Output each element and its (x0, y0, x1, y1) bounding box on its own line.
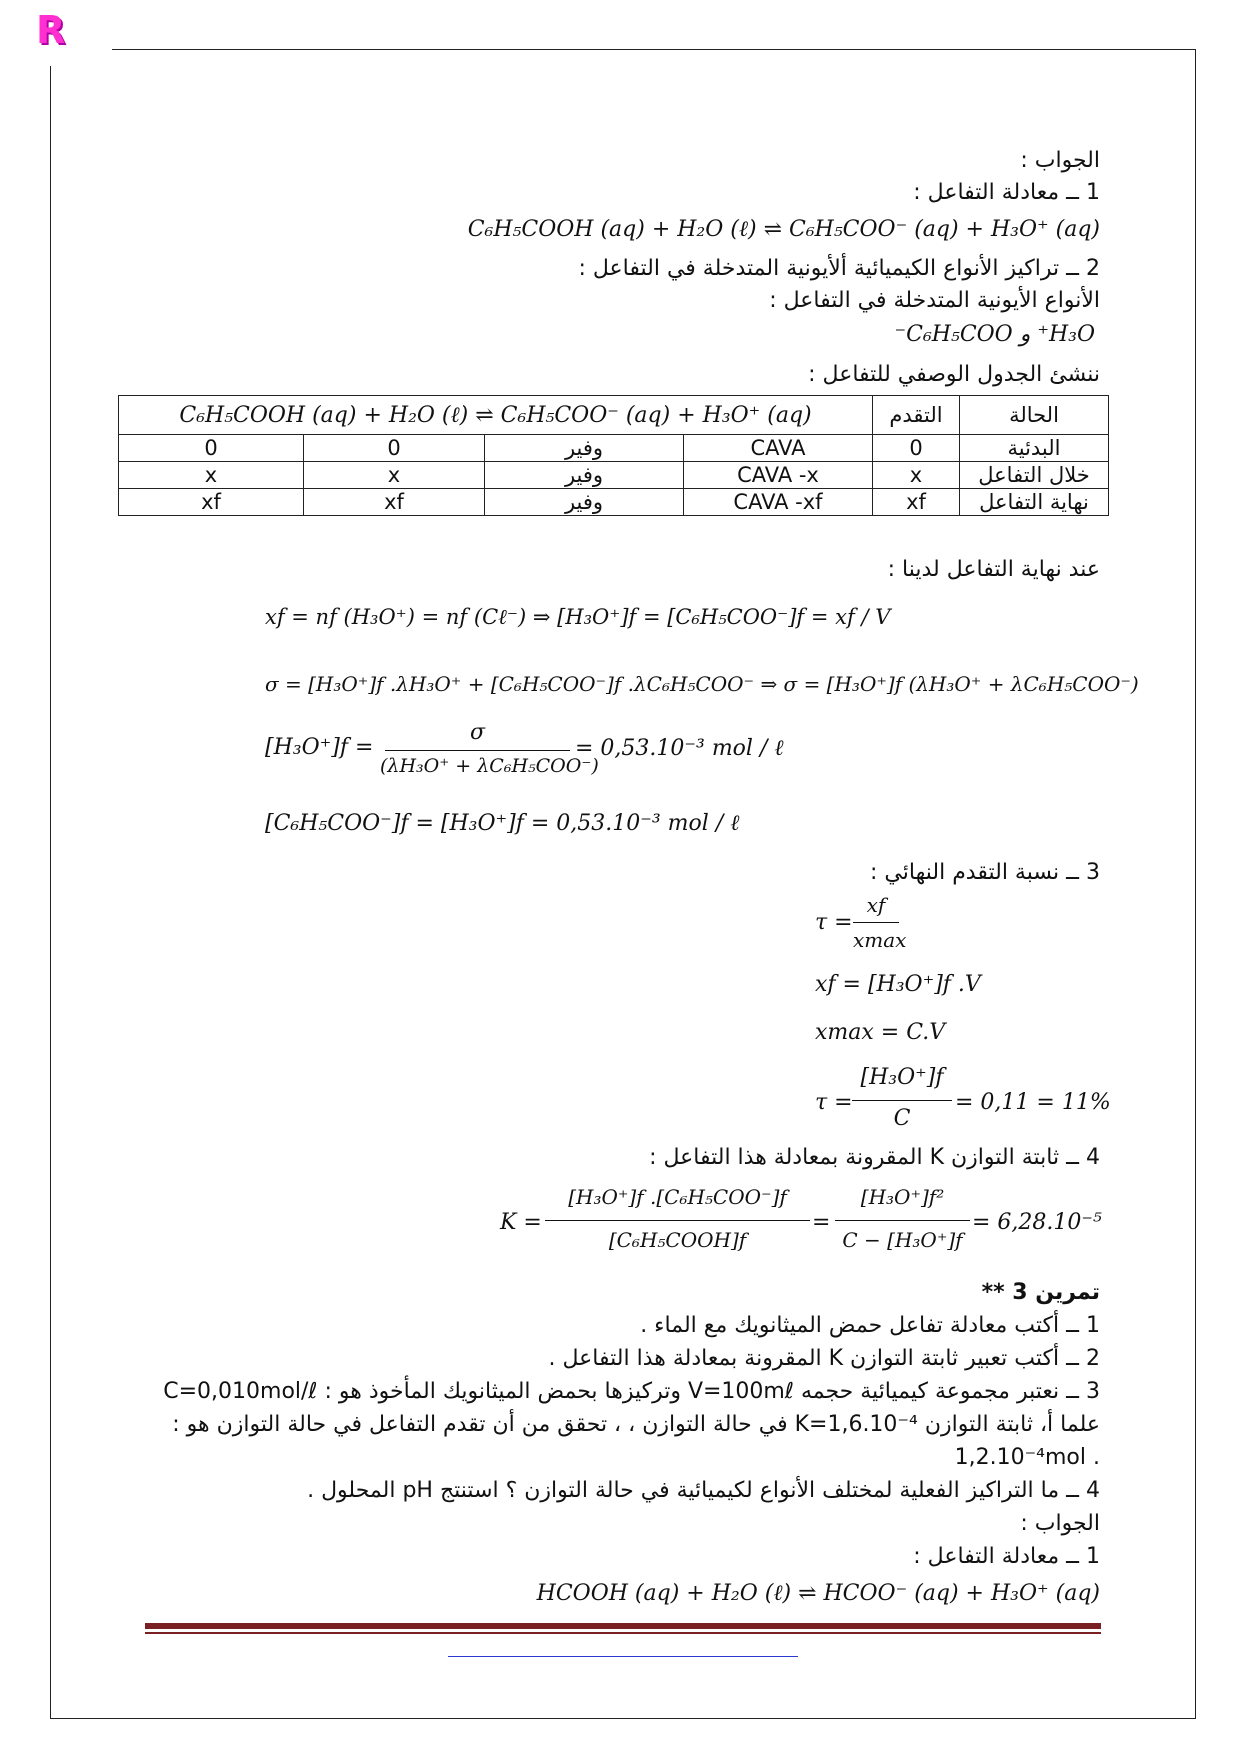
row-cell: وفير (485, 435, 684, 462)
exercise-line-5: 1,2.10⁻⁴mol . (954, 1445, 1100, 1470)
equation-h3o-value: = 0,53.10⁻³ mol / ℓ (575, 736, 784, 761)
header-equation: C₆H₅COOH (aq) + H₂O (ℓ) ⇌ C₆H₅COO⁻ (aq) + H₃O⁺ (aq) (119, 396, 873, 435)
row-state: البدئية (960, 435, 1109, 462)
equation-benzoate: [C₆H₅COO⁻]f = [H₃O⁺]f = 0,53.10⁻³ mol / ℓ (265, 811, 740, 836)
tau-value-den: C (893, 1106, 911, 1131)
question-2-label: 2 ــ تراكيز الأنواع الكيميائية ألأيونية المتدخلة في التفاعل : (578, 256, 1100, 281)
row-cell: 0 (304, 435, 485, 462)
ions-label: الأنواع الأيونية المتدخلة في التفاعل : (769, 288, 1100, 313)
k-num-2: [H₃O⁺]f² (860, 1185, 945, 1209)
page-frame-top (112, 49, 1195, 50)
exercise-line-4: علما أ، ثابتة التوازن K=1,6.10⁻⁴ في حالة التوازن ، ، تحقق من أن تقدم التفاعل في حالة التوازن هو : (172, 1412, 1100, 1437)
header-state: الحالة (960, 396, 1109, 435)
footer-bar (145, 1623, 1101, 1629)
row-cell: 0 (119, 435, 304, 462)
tau-lhs: τ = (815, 910, 853, 935)
table-intro: ننشئ الجدول الوصفي للتفاعل : (808, 362, 1100, 387)
row-state: نهاية التفاعل (960, 489, 1109, 516)
row-state: خلال التفاعل (960, 462, 1109, 489)
equation-h3o-num: σ (469, 720, 486, 745)
row-progress: xf (873, 489, 960, 516)
tau-num: xf (866, 893, 886, 917)
equation-xf: xf = nf (H₃O⁺) = nf (Cℓ⁻) ⇒ [H₃O⁺]f = [C₆H₅COO⁻]f = xf / V (265, 605, 891, 629)
reaction-equation: C₆H₅COOH (aq) + H₂O (ℓ) ⇌ C₆H₅COO⁻ (aq) + H₃O⁺ (aq) (467, 217, 1100, 242)
formic-equation: HCOOH (aq) + H₂O (ℓ) ⇌ HCOO⁻ (aq) + H₃O⁺ (aq) (536, 1581, 1100, 1606)
tau-value-lhs: τ = (815, 1090, 853, 1115)
exercise-line-1: 1 ــ أكتب معادلة تفاعل حمض الميثانويك مع الماء . (640, 1313, 1100, 1338)
row-cell: x (119, 462, 304, 489)
equation-sigma: σ = [H₃O⁺]f .λH₃O⁺ + [C₆H₅COO⁻]f .λC₆H₅COO⁻ ⇒ σ = [H₃O⁺]f (λH₃O⁺ + λC₆H₅COO⁻) (265, 672, 1139, 696)
row-cell: CAVA -x (684, 462, 873, 489)
page-frame-right (1195, 49, 1196, 1718)
exercise-line-3: 3 ــ نعتبر مجموعة كيميائية حجمه V=100mℓ وتركيزها بحمض الميثانويك المأخوذ هو : C=0,010mol/ℓ (163, 1379, 1100, 1404)
exercise-answer-title: الجواب : (1020, 1511, 1100, 1536)
question-4-label: 4 ــ ثابتة التوازن K المقرونة بمعادلة هذا التفاعل : (649, 1145, 1100, 1170)
row-cell: CAVA (684, 435, 873, 462)
row-cell: x (304, 462, 485, 489)
row-progress: x (873, 462, 960, 489)
xf-equation: xf = [H₃O⁺]f .V (815, 972, 981, 997)
header-progress: التقدم (873, 396, 960, 435)
k-den-1: [C₆H₅COOH]f (608, 1228, 747, 1252)
tau-value: = 0,11 = 11% (955, 1090, 1111, 1115)
exercise-line-2: 2 ــ أكتب تعبير ثابتة التوازن K المقرونة بمعادلة هذا التفاعل . (548, 1346, 1100, 1371)
fraction-bar (835, 1220, 970, 1221)
k-value: = 6,28.10⁻⁵ (972, 1210, 1102, 1235)
tau-den: xmax (853, 928, 907, 952)
footer-bar-thin (145, 1632, 1101, 1634)
xmax-equation: xmax = C.V (815, 1020, 946, 1045)
table-row (119, 462, 1109, 489)
end-intro: عند نهاية التفاعل لدينا : (887, 557, 1100, 582)
equation-h3o-den: (λH₃O⁺ + λC₆H₅COO⁻) (380, 755, 599, 777)
row-cell: وفير (485, 462, 684, 489)
k-lhs: K = (500, 1210, 542, 1235)
footer-link-line[interactable] (448, 1656, 798, 1657)
row-cell: CAVA -xf (684, 489, 873, 516)
exercise-3-title: تمرين 3 ** (981, 1280, 1100, 1305)
table-row (119, 435, 1109, 462)
k-den-2: C − [H₃O⁺]f (842, 1228, 963, 1252)
exercise-line-6: 4 ــ ما التراكيز الفعلية لمختلف الأنواع لكيميائية في حالة التوازن ؟ استنتج pH المحلول . (307, 1478, 1100, 1503)
ions-formula: H₃O⁺ و C₆H₅COO⁻ (894, 322, 1095, 347)
progress-table (118, 395, 1109, 516)
row-cell: وفير (485, 489, 684, 516)
row-cell: xf (119, 489, 304, 516)
fraction-bar (385, 750, 570, 751)
logo: R (36, 8, 66, 52)
exercise-question-1: 1 ــ معادلة التفاعل : (913, 1544, 1100, 1569)
fraction-bar (853, 922, 899, 923)
question-1-label: 1 ــ معادلة التفاعل : (913, 180, 1100, 205)
fraction-bar (852, 1100, 952, 1101)
table-header-row (119, 396, 1109, 435)
row-progress: 0 (873, 435, 960, 462)
row-cell: xf (304, 489, 485, 516)
question-3-label: 3 ــ نسبة التقدم النهائي : (870, 860, 1100, 885)
equation-h3o-lhs: [H₃O⁺]f = (265, 735, 374, 760)
page-frame-left (50, 66, 51, 1718)
k-equals: = (812, 1210, 831, 1235)
answer-title: الجواب : (1020, 148, 1100, 173)
tau-value-num: [H₃O⁺]f (860, 1065, 944, 1090)
table-row (119, 489, 1109, 516)
fraction-bar (545, 1220, 810, 1221)
k-num-1: [H₃O⁺]f .[C₆H₅COO⁻]f (568, 1185, 787, 1209)
page-frame-bottom (50, 1718, 1196, 1719)
